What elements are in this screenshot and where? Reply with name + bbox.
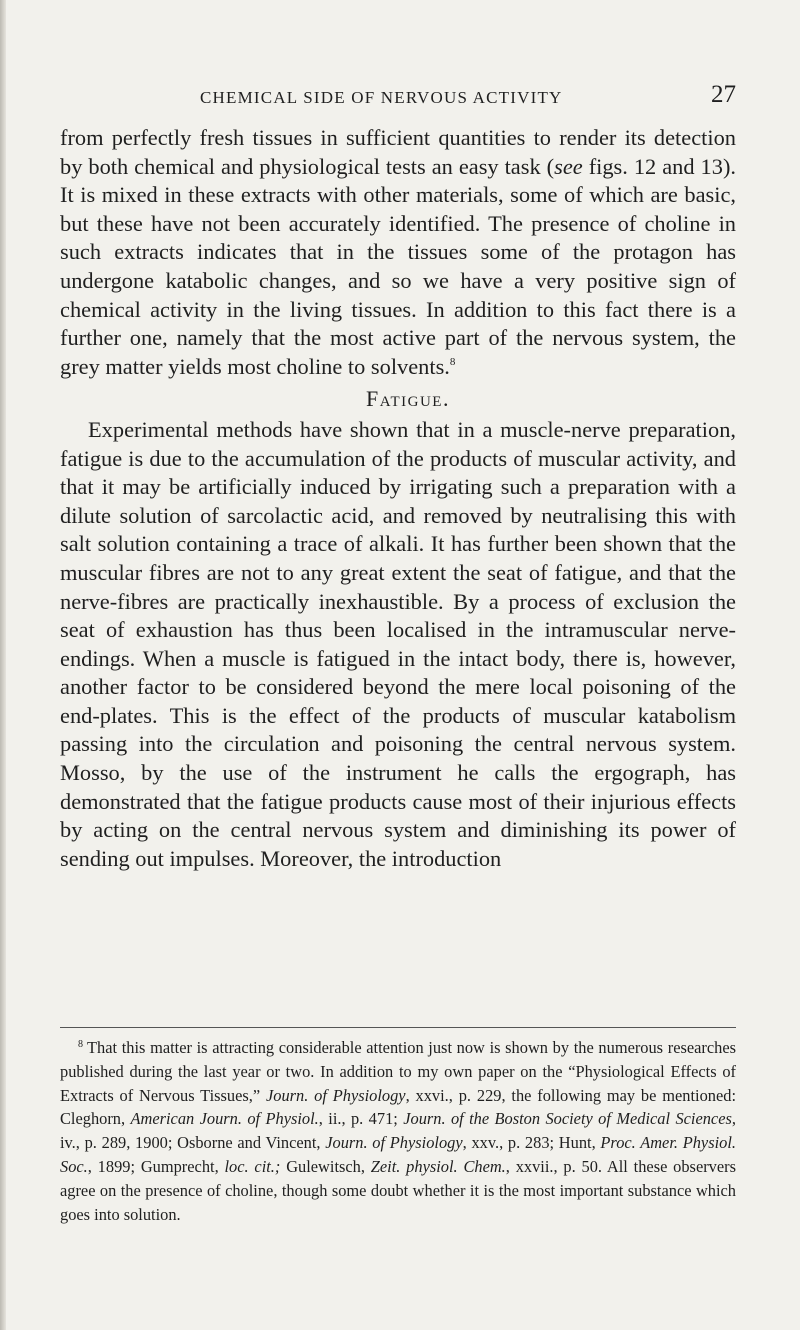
paragraph-choline [60, 124, 736, 381]
footnote-text: , xxv., p. 283; Hunt, [462, 1133, 601, 1153]
footnote-text: , ii., p. 471; [318, 1109, 404, 1129]
page-edge-shadow [0, 0, 6, 1330]
citation-title: Journ. of Physiology [265, 1085, 406, 1105]
footnote-text: , iv., p. 289, 1900; Osborne and Vincent, [60, 1109, 736, 1153]
paragraph-text: figs. 12 and 13). It is mixed in these extracts with other materials, some of which are basic, but these have not been accurately identified. The presence of choline in such extracts indicates that in the tissues some of the protagon has undergone katabolic changes, and so we have a very positive sign of chemical activity in the living tissues. In addition to this fact there is a further one, namely that the most active part of the nervous system, the grey matter yields most choline to solvents. [60, 153, 736, 379]
footnote [60, 1036, 736, 1226]
paragraph-fatigue: Experimental methods have shown that in a muscle-nerve preparation, fatigue is due to the accumulation of the products of muscular activity, and that it may be artificially induced by irrigating such a preparation with a dilute solution of sarcolactic acid, and removed by neutralising this with salt solution containing a trace of alkali. It has further been shown that the muscular fibres are not to any great extent the seat of fatigue, and that the nerve-fibres are practically inexhaustible. By a process of exclusion the seat of exhaustion has thus been localised in the intramuscular nerve-endings. When a muscle is fatigued in the intact body, there is, however, another factor to be considered beyond the mere local poisoning of the end-plates. This is the effect of the products of muscular katabolism passing into the circulation and poisoning the central nervous system. Mosso, by the use of the instrument he calls the ergograph, has demonstrated that the fatigue products cause most of their injurious effects by acting on the central nervous system and diminishing its power of sending out impulses. Moreover, the introduction [60, 416, 736, 871]
footnote-text: That this matter is attracting considerable attention just now is shown by the numerous researches published during the last year or two. In addition to my own paper on the “Physiological Effects of Extracts of Nervous Tissues,” [60, 1038, 736, 1105]
citation-title: Journ. of Physiology [325, 1133, 463, 1153]
footnote-mark: 8 [78, 1039, 83, 1050]
body-text [60, 124, 736, 873]
footnote-reference[interactable]: 8 [449, 355, 456, 368]
citation-title: loc. cit.; [224, 1156, 281, 1176]
running-head: CHEMICAL SIDE OF NERVOUS ACTIVITY [200, 88, 563, 107]
citation-title: Journ. of the Boston Society of Medical Sciences [403, 1109, 732, 1129]
page-header [60, 81, 736, 115]
citation-title: American Journ. of Physiol. [130, 1109, 319, 1129]
footnote-text: , 1899; Gumprecht, [87, 1156, 225, 1176]
see-italic: see [554, 153, 583, 179]
footnote-text: Gulewitsch, [280, 1156, 371, 1176]
footnote-text: , xxvii., p. 50. All these observers agree on the presence of choline, though some doubt whether it is the most important substance which goes into solution. [60, 1156, 736, 1224]
section-heading-fatigue: Fatigue. [366, 386, 450, 412]
footnote-text: , xxvi., p. 229, the following may be mentioned: Cleghorn, [60, 1085, 736, 1129]
citation-title: Zeit. physiol. Chem. [370, 1156, 506, 1176]
paragraph-text: from perfectly fresh tissues in sufficient quantities to render its detection by both chemical and physiological tests an easy task ( [60, 125, 736, 179]
page-number: 27 [711, 81, 736, 108]
footnote-rule [60, 1027, 736, 1028]
citation-title: Proc. Amer. Physiol. Soc. [60, 1133, 736, 1176]
